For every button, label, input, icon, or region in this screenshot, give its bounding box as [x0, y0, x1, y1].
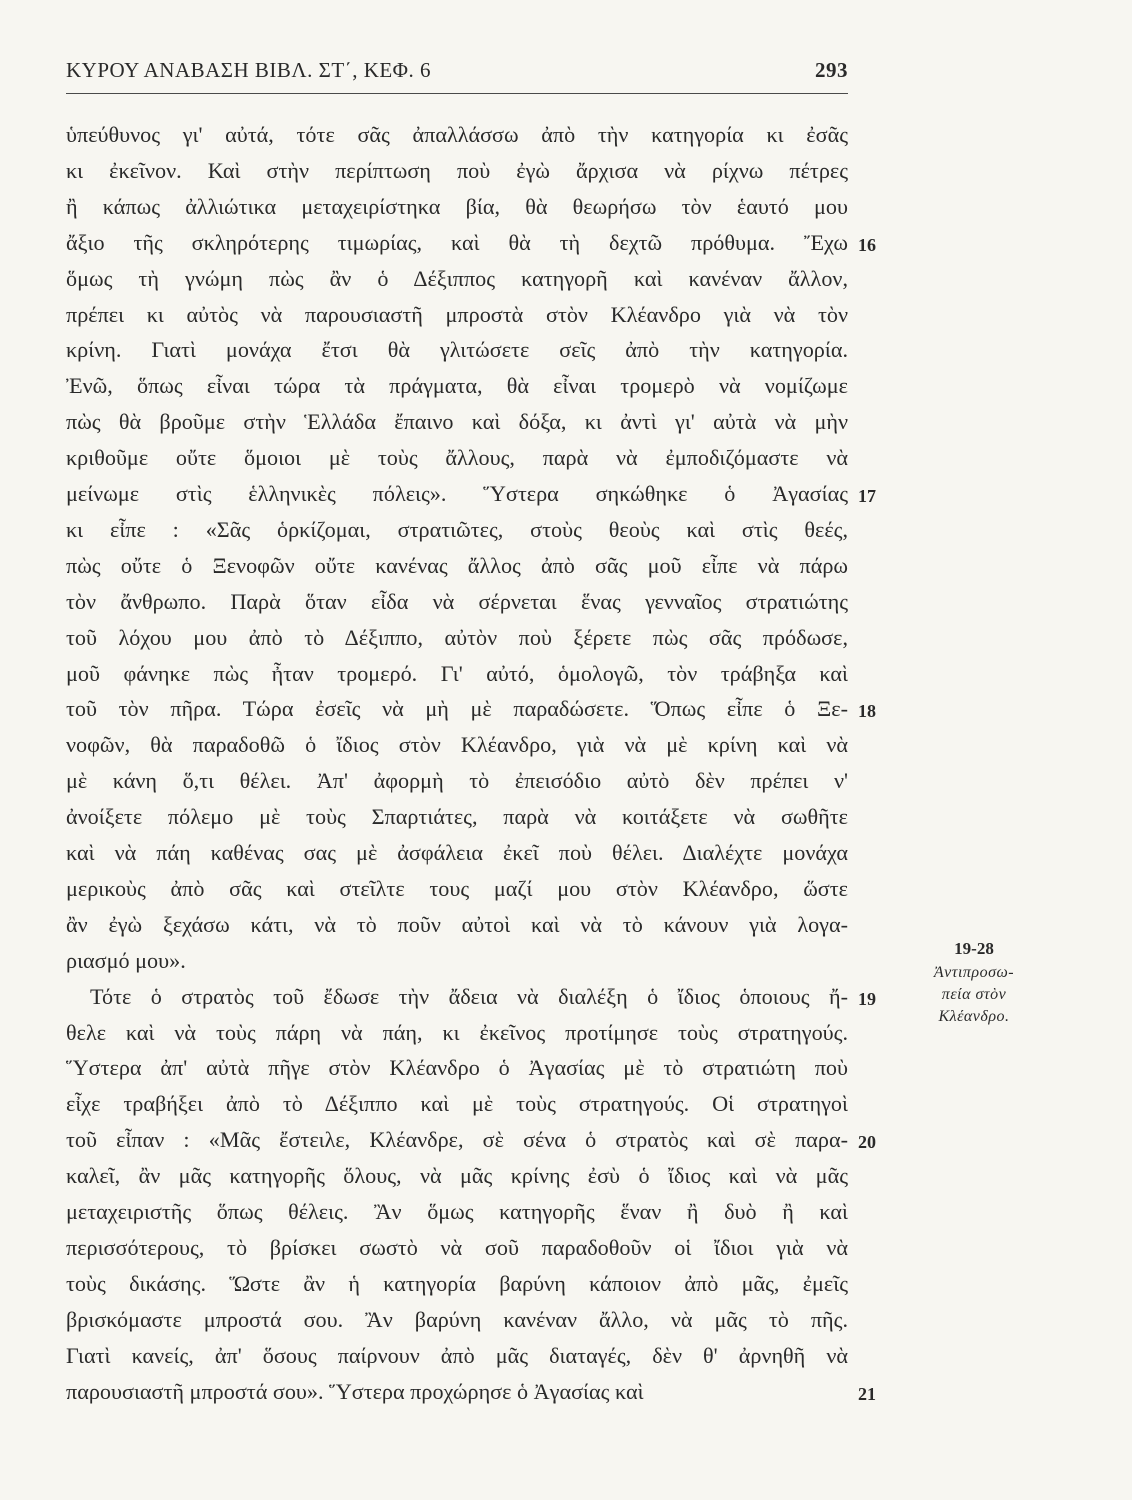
text-line: κι εἶπε : «Σᾶς ὁρκίζομαι, στρατιῶτες, στοὺς θεοὺς καὶ στὶς θεές,: [66, 516, 848, 542]
text-line: ὑπεύθυνος γι' αὐτά, τότε σᾶς ἀπαλλάσσω ἀπὸ τὴν κατηγορία κι ἐσᾶς: [66, 122, 848, 147]
text-line: μερικοὺς ἀπὸ σᾶς καὶ στεῖλτε τους μαζί μου στὸν Κλέανδρο, ὥστε: [66, 875, 848, 901]
text-line: ἂν ἐγὼ ξεχάσω κάτι, νὰ τὸ ποῦν αὐτοὶ καὶ νὰ τὸ κάνουν γιὰ λογα-: [66, 911, 848, 937]
text-line: πὼς θὰ βροῦμε στὴν Ἑλλάδα ἔπαινο καὶ δόξα, κι ἀντὶ γι' αὐτὰ νὰ μὴν: [66, 409, 848, 435]
text-line: περισσότερους, τὸ βρίσκει σωστὸ νὰ σοῦ παραδοθοῦν οἱ ἴδιοι γιὰ νὰ: [66, 1234, 848, 1260]
text-line: Γιατὶ κανείς, ἀπ' ὅσους παίρνουν ἀπὸ μᾶς διαταγές, δὲν θ' ἀρνηθῆ νὰ: [66, 1342, 848, 1368]
text-line: ἢ κάπως ἀλλιώτικα μεταχειρίστηκα βία, θὰ θεωρήσω τὸν ἑαυτό μου: [66, 193, 848, 219]
text-line: πρέπει κι αὐτὸς νὰ παρουσιαστῆ μπροστὰ στὸν Κλέανδρο γιὰ νὰ τὸν: [66, 301, 848, 327]
text-line: Ἐνῶ, ὅπως εἶναι τώρα τὰ πράγματα, θὰ εἶναι τρομερὸ νὰ νομίζωμε: [66, 373, 848, 399]
text-line: ριασμό μου».: [66, 947, 186, 973]
text-line: ἄξιο τῆς σκληρότερης τιμωρίας, καὶ θὰ τὴ δεχτῶ πρόθυμα. Ἔχω: [66, 229, 848, 255]
text-line: πὼς οὔτε ὁ Ξενοφῶν οὔτε κανένας ἄλλος ἀπὸ σᾶς μοῦ εἶπε νὰ πάρω: [66, 552, 848, 578]
section-number: 18: [858, 701, 876, 722]
marginal-note: [898, 936, 1050, 1028]
text-line: ὅμως τὴ γνώμη πὼς ἂν ὁ Δέξιππος κατηγορῆ καὶ κανέναν ἄλλον,: [66, 265, 848, 291]
text-line: νοφῶν, θὰ παραδοθῶ ὁ ἴδιος στὸν Κλέανδρο, γιὰ νὰ μὲ κρίνη καὶ νὰ: [66, 732, 848, 758]
text-line: εἶχε τραβήξει ἀπὸ τὸ Δέξιππο καὶ μὲ τοὺς στρατηγούς. Οἱ στρατηγοὶ: [66, 1091, 848, 1117]
text-line: βρισκόμαστε μπροστά σου. Ἂν βαρύνη κανέναν ἄλλο, νὰ μᾶς τὸ πῆς.: [66, 1306, 848, 1332]
running-title: ΚΥΡΟΥ ΑΝΑΒΑΣΗ ΒΙΒΛ. ΣΤ΄, ΚΕΦ. 6: [66, 58, 432, 82]
text-line: κριθοῦμε οὔτε ὅμοιοι μὲ τοὺς ἄλλους, παρὰ νὰ ἐμποδιζόμαστε νὰ: [66, 445, 848, 471]
text-line: τοῦ τὸν πῆρα. Τώρα ἐσεῖς νὰ μὴ μὲ παραδώσετε. Ὅπως εἶπε ὁ Ξε-: [66, 696, 848, 722]
marginal-note-line: Ἀντιπροσω-: [933, 964, 1015, 981]
section-number: 21: [858, 1383, 876, 1404]
text-line: μεταχειριστῆς ὅπως θέλεις. Ἂν ὅμως κατηγορῆς ἕναν ἢ δυὸ ἢ καὶ: [66, 1199, 848, 1224]
section-number: 20: [858, 1132, 876, 1153]
text-line: τοῦ λόχου μου ἀπὸ τὸ Δέξιππο, αὐτὸν ποὺ ξέρετε πὼς σᾶς πρόδωσε,: [66, 624, 848, 650]
text-line: κρίνη. Γιατὶ μονάχα ἔτσι θὰ γλιτώσετε σεῖς ἀπὸ τὴν κατηγορία.: [66, 337, 848, 363]
header-rule: [66, 93, 848, 94]
page-number: 293: [815, 58, 848, 82]
marginal-note-line: Κλέανδρο.: [938, 1008, 1010, 1025]
text-line: θελε καὶ νὰ τοὺς πάρη νὰ πάη, κι ἐκεῖνος προτίμησε τοὺς στρατηγούς.: [66, 1019, 848, 1045]
text-line: μὲ κάνη ὅ,τι θέλει. Ἀπ' ἀφορμὴ τὸ ἐπεισόδιο αὐτὸ δὲν πρέπει ν': [66, 768, 848, 794]
text-line: μείνωμε στὶς ἑλληνικὲς πόλεις». Ὕστερα σηκώθηκε ὁ Ἀγασίας: [66, 481, 848, 506]
text-line: καὶ νὰ πάη καθένας σας μὲ ἀσφάλεια ἐκεῖ ποὺ θέλει. Διαλέχτε μονάχα: [66, 840, 848, 865]
text-line: τοῦ εἶπαν : «Μᾶς ἔστειλε, Κλέανδρε, σὲ σένα ὁ στρατὸς καὶ σὲ παρα-: [66, 1127, 848, 1153]
section-number: 17: [858, 486, 876, 506]
text-line: Τότε ὁ στρατὸς τοῦ ἔδωσε τὴν ἄδεια νὰ διαλέξη ὁ ἴδιος ὁποιους ἤ-: [90, 983, 848, 1009]
text-line: τοὺς δικάσης. Ὥστε ἂν ἡ κατηγορία βαρύνη κάποιον ἀπὸ μᾶς, ἐμεῖς: [66, 1270, 848, 1296]
section-number: 19: [858, 988, 876, 1009]
page-header: [66, 54, 848, 90]
marginal-note-line: πεία στὸν: [941, 986, 1007, 1003]
text-line: μοῦ φάνηκε πὼς ἦταν τρομερό. Γι' αὐτό, ὁμολογῶ, τὸν τράβηξα καὶ: [66, 660, 848, 686]
section-number: 16: [858, 234, 876, 255]
text-line: κι ἐκεῖνον. Καὶ στὴν περίπτωση ποὺ ἐγὼ ἄρχισα νὰ ρίχνω πέτρες: [66, 157, 848, 183]
text-line: καλεῖ, ἂν μᾶς κατηγορῆς ὅλους, νὰ μᾶς κρίνης ἐσὺ ὁ ἴδιος καὶ νὰ μᾶς: [66, 1163, 848, 1189]
marginal-note-range: 19-28: [954, 939, 994, 958]
text-line: τὸν ἄνθρωπο. Παρὰ ὅταν εἶδα νὰ σέρνεται ἕνας γενναῖος στρατιώτης: [66, 588, 848, 614]
text-line: Ὕστερα ἀπ' αὐτὰ πῆγε στὸν Κλέανδρο ὁ Ἀγασίας μὲ τὸ στρατιώτη ποὺ: [66, 1055, 848, 1081]
text-line: ἀνοίξετε πόλεμο μὲ τοὺς Σπαρτιάτες, παρὰ νὰ κοιτάξετε νὰ σωθῆτε: [66, 804, 848, 830]
text-line: παρουσιαστῆ μπροστά σου». Ὕστερα προχώρησε ὁ Ἀγασίας καὶ: [66, 1378, 644, 1404]
